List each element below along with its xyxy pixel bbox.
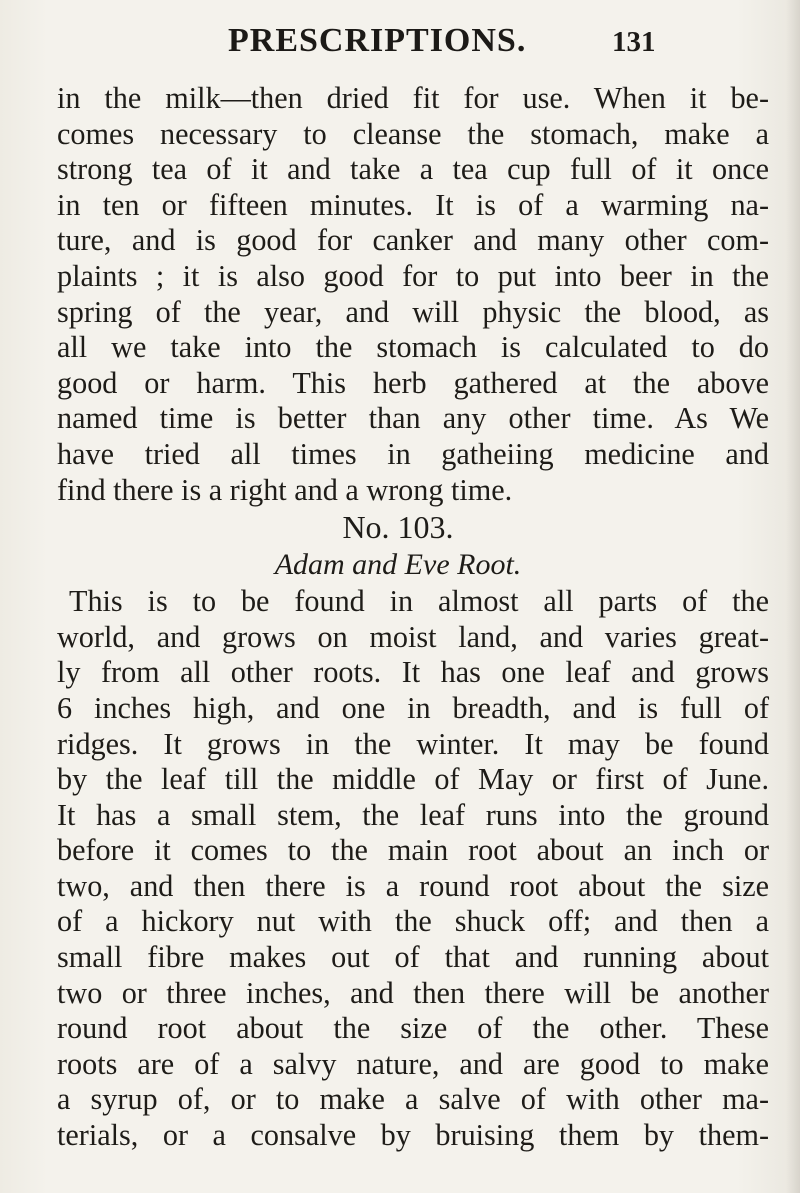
paragraph-continued <box>57 81 769 508</box>
text-line: of a hickory nut with the shuck off; and then a <box>57 904 769 939</box>
text-line: strong tea of it and take a tea cup full of it once <box>57 152 769 187</box>
text-line: round root about the size of the other. These <box>57 1011 769 1046</box>
text-line: 6 inches high, and one in breadth, and is full of <box>57 690 769 725</box>
text-line: by the leaf till the middle of May or first of June. <box>57 762 769 797</box>
text-line: in the milk—then dried fit for use. When it be- <box>57 81 769 115</box>
text-line: This is to be found in almost all parts of the <box>69 584 769 619</box>
text-line: find there is a right and a wrong time. <box>57 472 513 507</box>
text-line: small fibre makes out of that and running about <box>57 940 769 975</box>
entry-title: Adam and Eve Root. <box>274 548 522 582</box>
text-line: have tried all times in gatheiing medicine and <box>57 436 769 471</box>
text-line: two or three inches, and then there will be another <box>57 975 769 1010</box>
text-line: It has a small stem, the leaf runs into the ground <box>57 797 769 832</box>
text-line: in ten or fifteen minutes. It is of a warming na- <box>57 187 769 222</box>
paragraph-adam-and-eve-root <box>57 584 769 1154</box>
text-line: all we take into the stomach is calculated to do <box>57 330 769 365</box>
page-header <box>0 12 800 72</box>
text-line: named time is better than any other time. As We <box>57 401 769 436</box>
text-line: ridges. It grows in the winter. It may be found <box>57 726 769 761</box>
entry-number: No. 103. <box>342 509 454 546</box>
text-line: spring of the year, and will physic the blood, as <box>57 294 769 329</box>
page-edge-shadow <box>786 0 800 1193</box>
text-line: roots are of a salvy nature, and are good to make <box>57 1046 769 1081</box>
text-line: two, and then there is a round root about the size <box>57 868 769 903</box>
text-line: comes necessary to cleanse the stomach, make a <box>57 116 769 151</box>
text-line: plaints ; it is also good for to put into beer in the <box>57 258 769 293</box>
text-line: good or harm. This herb gathered at the above <box>57 365 769 400</box>
text-line: before it comes to the main root about an inch or <box>57 833 769 868</box>
text-line: world, and grows on moist land, and varies great- <box>57 619 769 654</box>
page-number: 131 <box>612 26 656 58</box>
running-title: PRESCRIPTIONS. <box>228 22 527 59</box>
text-line: ly from all other roots. It has one leaf and grows <box>57 655 769 690</box>
text-line: terials, or a consalve by bruising them by them- <box>57 1118 769 1153</box>
body-text <box>57 81 769 1154</box>
text-line: a syrup of, or to make a salve of with other ma- <box>57 1082 769 1117</box>
text-line: ture, and is good for canker and many other com- <box>57 223 769 258</box>
